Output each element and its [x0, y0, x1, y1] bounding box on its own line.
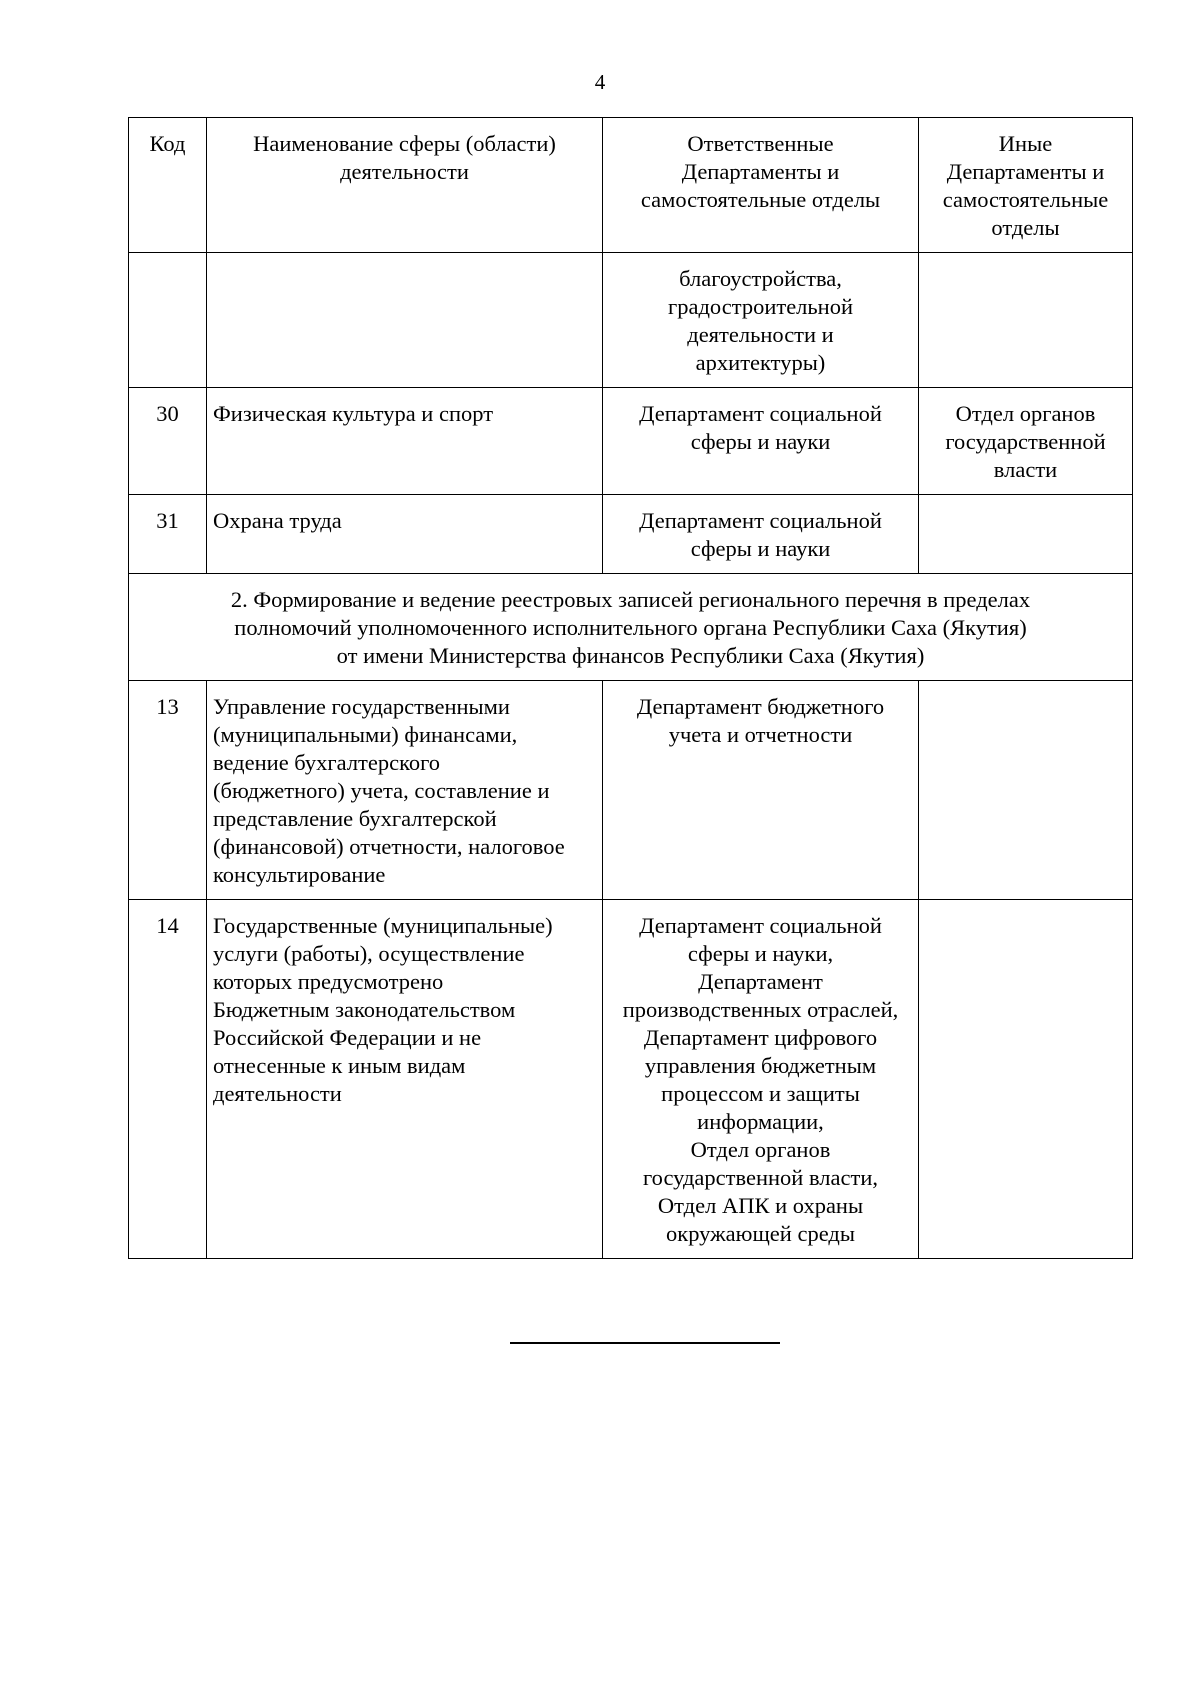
row-activity-name: Физическая культура и спорт	[207, 388, 603, 495]
row-activity-name: Охрана труда	[207, 495, 603, 574]
row-responsible: Департамент социальной сферы и науки	[603, 388, 919, 495]
row-other	[919, 495, 1133, 574]
row-activity-name	[207, 253, 603, 388]
table-row	[129, 681, 1133, 900]
table-row	[129, 253, 1133, 388]
areas-of-activity-table	[128, 117, 1133, 1259]
row-responsible: Департамент бюджетного учета и отчетности	[603, 681, 919, 900]
table-row	[129, 495, 1133, 574]
row-other	[919, 253, 1133, 388]
row-code	[129, 253, 207, 388]
row-code: 13	[129, 681, 207, 900]
row-code: 30	[129, 388, 207, 495]
row-responsible: Департамент социальной сферы и науки, Департамент производственных отраслей, Департамент цифрового управления бюджетным процессом и защиты информации, Отдел органов государственной власти, Отдел АПК и охраны окружающей среды	[603, 900, 919, 1259]
table-row	[129, 900, 1133, 1259]
row-activity-name: Государственные (муниципальные) услуги (работы), осуществление которых предусмотрено Бюджетным законодательством Российской Федерации и не отнесенные к иным видам деятельности	[207, 900, 603, 1259]
row-other	[919, 681, 1133, 900]
section-heading: 2. Формирование и ведение реестровых записей регионального перечня в пределах полномочий уполномоченного исполнительного органа Республики Саха (Якутия) от имени Министерства финансов Республики Саха (Якутия)	[129, 574, 1133, 681]
row-activity-name: Управление государственными (муниципальными) финансами, ведение бухгалтерского (бюджетного) учета, составление и представление бухгалтерской (финансовой) отчетности, налоговое консультирование	[207, 681, 603, 900]
row-responsible: благоустройства, градостроительной деятельности и архитектуры)	[603, 253, 919, 388]
row-code: 31	[129, 495, 207, 574]
row-other: Отдел органов государственной власти	[919, 388, 1133, 495]
section-heading-row	[129, 574, 1133, 681]
row-other	[919, 900, 1133, 1259]
row-responsible: Департамент социальной сферы и науки	[603, 495, 919, 574]
header-activity-name: Наименование сферы (области) деятельности	[207, 118, 603, 253]
end-of-document-rule	[510, 1342, 780, 1344]
header-other-departments: Иные Департаменты и самостоятельные отделы	[919, 118, 1133, 253]
row-code: 14	[129, 900, 207, 1259]
header-code: Код	[129, 118, 207, 253]
table-header-row	[129, 118, 1133, 253]
page-number: 4	[594, 70, 606, 94]
table-row	[129, 388, 1133, 495]
header-responsible-departments: Ответственные Департаменты и самостоятельные отделы	[603, 118, 919, 253]
